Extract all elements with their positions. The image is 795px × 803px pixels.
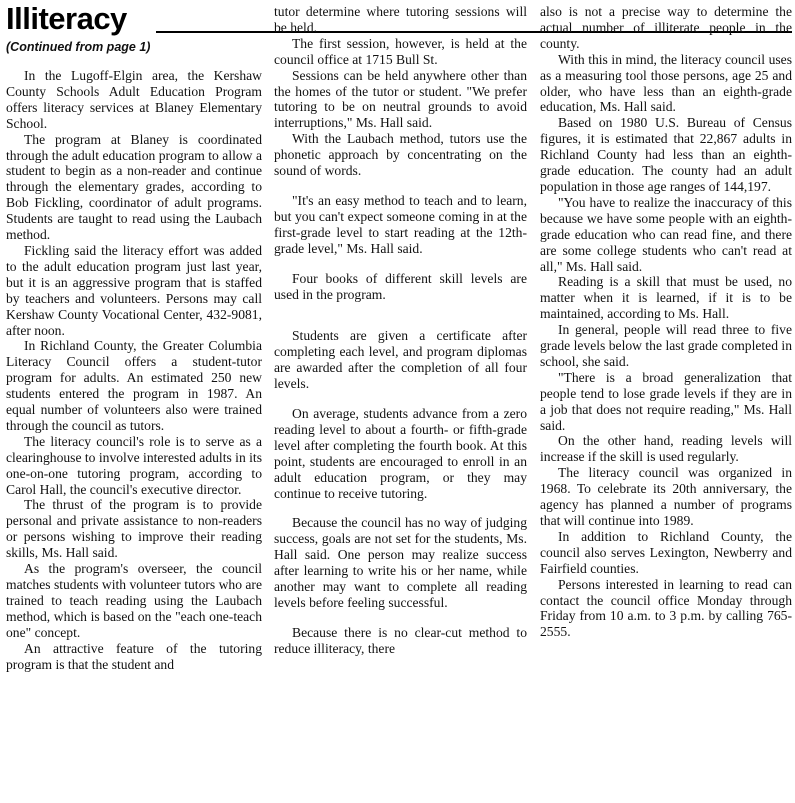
paragraph: also is not a precise way to determine the actual number of illiterate people in the county. xyxy=(540,4,792,51)
paragraph: On the other hand, reading levels will increase if the skill is used regularly. xyxy=(540,433,792,465)
continued-note: (Continued from page 1) xyxy=(6,40,151,54)
paragraph: The literacy council was organized in 1968. To celebrate its 20th anniversary, the agency has planned a number of programs that will continue into 1989. xyxy=(540,465,792,528)
column-1 xyxy=(6,68,262,798)
paragraph: The first session, however, is held at the council office at 1715 Bull St. xyxy=(274,35,527,67)
paragraph: Four books of different skill levels are used in the program. xyxy=(274,270,527,302)
paragraph: Fickling said the literacy effort was added to the adult education program just last year, but it is an aggressive program that is staffed by teachers and volunteers. Persons may call Kershaw County Vocational Center, 432-9081, after noon. xyxy=(6,242,262,338)
paragraph: The program at Blaney is coordinated through the adult education program to allow a student to begin as a non-reader and continue through the elementary grades, according to Bob Fickling, coordinator of adult programs. Students are taught to read using the Laubach method. xyxy=(6,131,262,243)
paragraph: In Richland County, the Greater Columbia Literacy Council offers a student-tutor program for adults. An estimated 250 new students entered the program in 1987. An equal number of volunteers also were trained through the council as tutors. xyxy=(6,338,262,433)
paragraph: Reading is a skill that must be used, no matter when it is learned, if it is to be maintained, according to Ms. Hall. xyxy=(540,274,792,322)
paragraph: tutor determine where tutoring sessions will be held. xyxy=(274,4,527,35)
column-2 xyxy=(274,4,527,800)
paragraph: "It's an easy method to teach and to learn, but you can't expect someone coming in at the first-grade level to start reading at the 12th-grade level," Ms. Hall said. xyxy=(274,192,527,256)
paragraph: Based on 1980 U.S. Bureau of Census figures, it is estimated that 22,867 adults in Richland County had less than an eighth-grade education. The county had an adult population in those age ranges of 144,197. xyxy=(540,115,792,194)
paragraph: In the Lugoff-Elgin area, the Kershaw County Schools Adult Education Program offers literacy services at Blaney Elementary School. xyxy=(6,68,262,131)
paragraph: "You have to realize the inaccuracy of this because we have some people with an eighth-grade education who can read fine, and there are some college students who can't read at all," Ms. Hall said. xyxy=(540,194,792,274)
paragraph: The thrust of the program is to provide personal and private assistance to non-readers or persons wishing to improve their reading skills, Ms. Hall said. xyxy=(6,497,262,561)
paragraph: Sessions can be held anywhere other than the homes of the tutor or student. "We prefer tutoring to be on neutral grounds to avoid interruptions," Ms. Hall said. xyxy=(274,67,527,131)
paragraph: In addition to Richland County, the council also serves Lexington, Newberry and Fairfield counties. xyxy=(540,528,792,576)
paragraph: On average, students advance from a zero reading level to about a fourth- or fifth-grade level after completing the fourth book. At this point, students are encouraged to enroll in an adult education program, or they may continue to receive tutoring. xyxy=(274,406,527,501)
headline-text: Illiteracy xyxy=(6,2,130,36)
paragraph: Because the council has no way of judging success, goals are not set for the students, Ms. Hall said. One person may realize success after learning to write his or her name, while another may want to complete all reading levels before feeling successful. xyxy=(274,515,527,610)
paragraph: An attractive feature of the tutoring program is that the student and xyxy=(6,640,262,672)
column-3 xyxy=(540,4,792,800)
paragraph: "There is a broad generalization that people tend to lose grade levels if they are in a job that does not require reading," Ms. Hall said. xyxy=(540,369,792,433)
paragraph: The literacy council's role is to serve as a clearinghouse to involve interested adults in its one-on-one tutoring program, according to Carol Hall, the council's executive director. xyxy=(6,433,262,497)
paragraph: Persons interested in learning to read can contact the council office Monday through Friday from 10 a.m. to 3 p.m. by calling 765-2555. xyxy=(540,576,792,640)
paragraph: In general, people will read three to five grade levels below the last grade completed in school, she said. xyxy=(540,322,792,369)
paragraph: As the program's overseer, the council matches students with volunteer tutors who are trained to teach reading using the Laubach method, which is based on the "each one-teach one" concept. xyxy=(6,561,262,640)
paragraph: Because there is no clear-cut method to reduce illiteracy, there xyxy=(274,624,527,656)
paragraph: Students are given a certificate after completing each level, and program diplomas are awarded after the completion of all four levels. xyxy=(274,328,527,392)
paragraph: With the Laubach method, tutors use the phonetic approach by concentrating on the sound of words. xyxy=(274,131,527,179)
paragraph: With this in mind, the literacy council uses as a measuring tool those persons, age 25 and older, who have less than an eighth-grade education, Ms. Hall said. xyxy=(540,51,792,115)
